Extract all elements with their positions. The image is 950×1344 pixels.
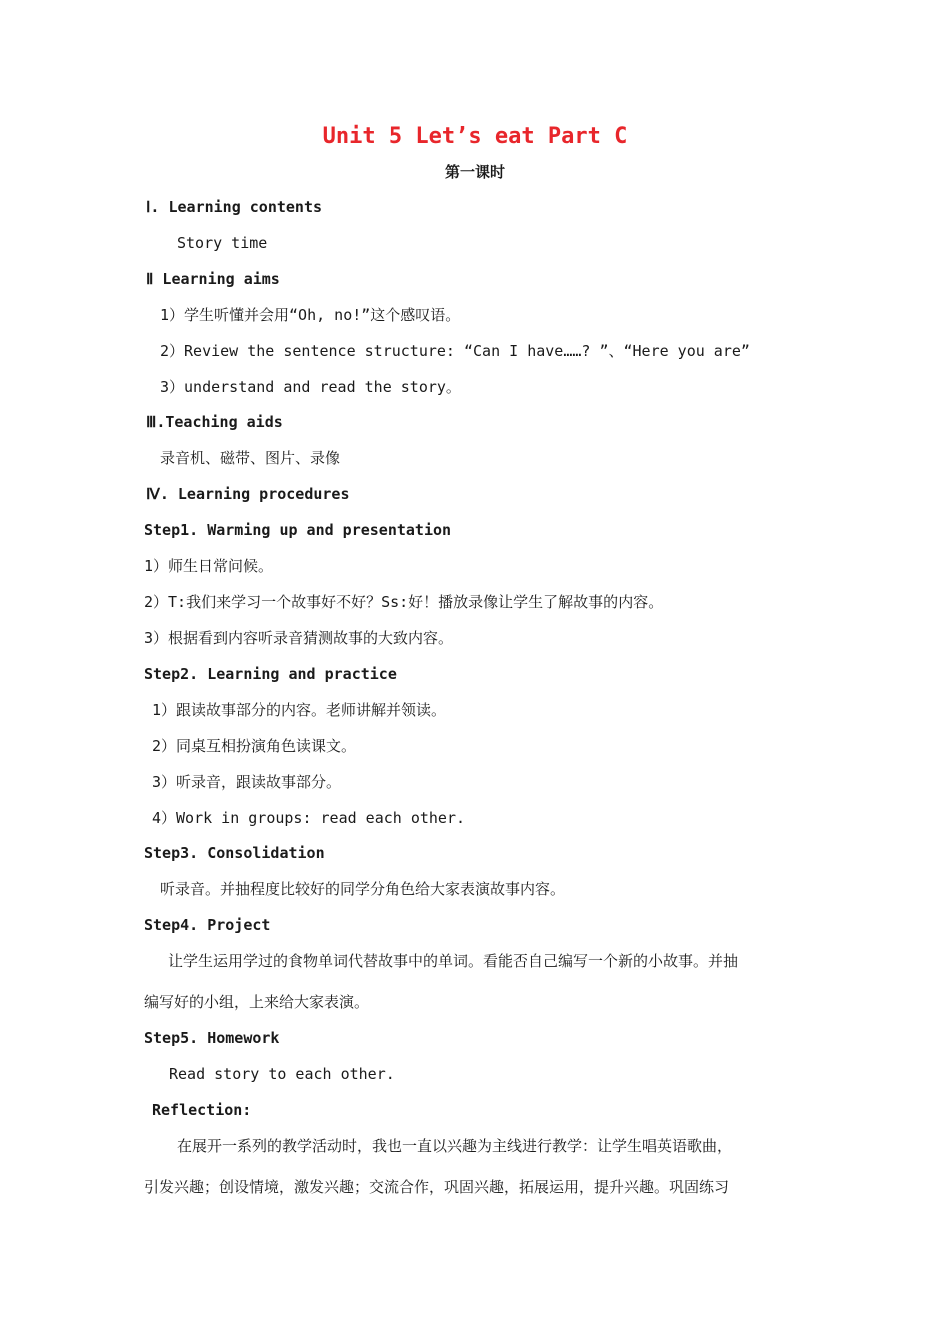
step2-item-2: 2）同桌互相扮演角色读课文。 (152, 737, 357, 755)
learning-procedures-heading: Ⅳ. Learning procedures (146, 485, 350, 503)
step5-heading: Step5. Homework (144, 1029, 280, 1047)
step1-heading: Step1. Warming up and presentation (144, 521, 452, 539)
teaching-aids-text: 录音机、磁带、图片、录像 (160, 449, 341, 467)
reflection-text-line-2: 引发兴趣；创设情境，激发兴趣；交流合作，巩固兴趣，拓展运用，提升兴趣。巩固练习 (144, 1178, 730, 1196)
step2-heading: Step2. Learning and practice (144, 665, 397, 683)
step2-item-3: 3）听录音，跟读故事部分。 (152, 773, 342, 791)
learning-aims-heading: Ⅱ Learning aims (146, 270, 280, 288)
learning-aim-2: 2）Review the sentence structure: “Can I have……? ”、“Here you are” (160, 342, 750, 360)
teaching-aids-heading: Ⅲ.Teaching aids (146, 413, 283, 431)
learning-aim-1: 1）学生听懂并会用“Oh, no!”这个感叹语。 (160, 306, 461, 324)
step4-heading: Step4. Project (144, 916, 271, 934)
step4-text-line-1: 让学生运用学过的食物单词代替故事中的单词。看能否自己编写一个新的小故事。并抽 (168, 952, 739, 970)
learning-contents-text: Story time (177, 234, 268, 252)
lesson-period: 第一课时 (444, 163, 505, 181)
step3-text: 听录音。并抽程度比较好的同学分角色给大家表演故事内容。 (160, 880, 566, 898)
step2-item-1: 1）跟读故事部分的内容。老师讲解并领读。 (152, 701, 447, 719)
step2-item-4: 4）Work in groups: read each other. (152, 809, 466, 827)
learning-aim-3: 3）understand and read the story。 (160, 378, 461, 396)
step3-heading: Step3. Consolidation (144, 844, 325, 862)
learning-contents-heading: Ⅰ. Learning contents (146, 198, 323, 216)
step5-text: Read story to each other. (169, 1065, 395, 1083)
document-title: Unit 5 Let’s eat Part C (322, 124, 628, 149)
reflection-heading: Reflection: (152, 1101, 252, 1119)
step4-text-line-2: 编写好的小组，上来给大家表演。 (144, 993, 370, 1011)
step1-item-3: 3）根据看到内容听录音猜测故事的大致内容。 (144, 629, 454, 647)
step1-item-2: 2）T:我们来学习一个故事好不好？Ss:好！播放录像让学生了解故事的内容。 (144, 593, 664, 611)
reflection-text-line-1: 在展开一系列的教学活动时，我也一直以兴趣为主线进行教学：让学生唱英语歌曲， (177, 1137, 733, 1155)
step1-item-1: 1）师生日常问候。 (144, 557, 274, 575)
